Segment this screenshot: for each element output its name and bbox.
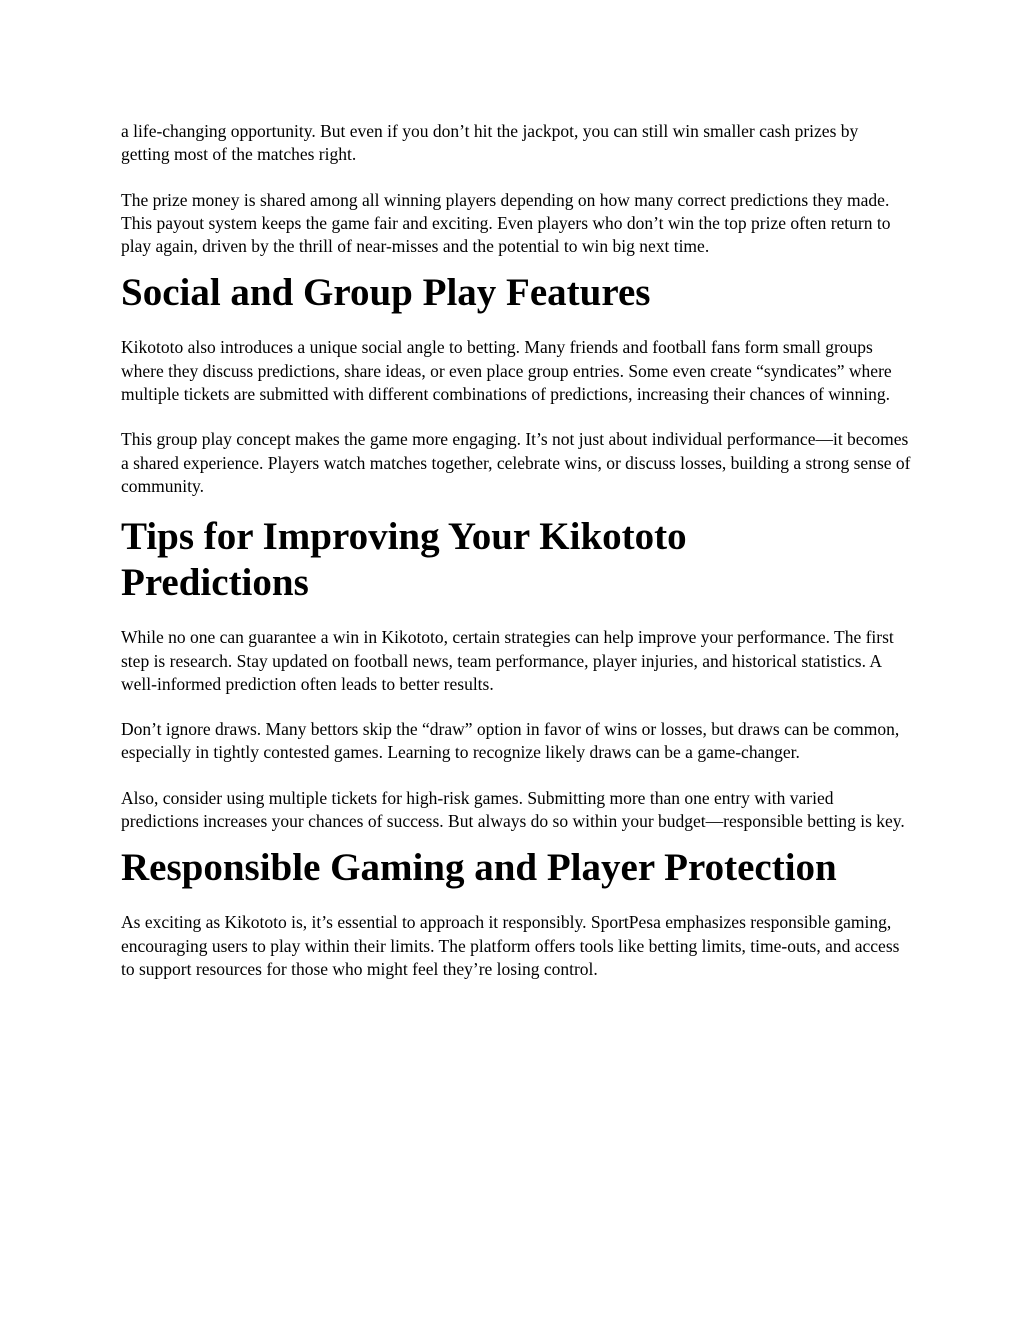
paragraph-social-angle: Kikototo also introduces a unique social angle to betting. Many friends and football fans form small groups where they discuss predictions, share ideas, or even place group entries. Some even create “syndicates” where multiple tickets are submitted with different combinations of predictions, increasing their chances of winning. xyxy=(121,337,892,405)
paragraph-jackpot-opportunity: a life-changing opportunity. But even if you don’t hit the jackpot, you can still win smaller cash prizes by getting most of the matches right. xyxy=(121,121,859,165)
paragraph-research-tip: While no one can guarantee a win in Kikototo, certain strategies can help improve your performance. The first step is research. Stay updated on football news, team performance, player injuries, and historical statistics. A well-informed prediction often leads to better results. xyxy=(121,627,894,694)
document-page xyxy=(121,120,911,1003)
paragraph-draws-tip: Don’t ignore draws. Many bettors skip the “draw” option in favor of wins or losses, but draws can be common, especially in tightly contested games. Learning to recognize likely draws can be a game-changer. xyxy=(121,719,900,763)
paragraph-multiple-tickets-tip: Also, consider using multiple tickets for high-risk games. Submitting more than one entry with varied predictions increases your chances of success. But always do so within your budget—responsible betting is key. xyxy=(121,787,905,832)
paragraph-prize-sharing: The prize money is shared among all winning players depending on how many correct predictions they made. This payout system keeps the game fair and exciting. Even players who don’t win the top prize often return to play again, driven by the thrill of near-misses and the potential to win big next time. xyxy=(121,189,891,257)
paragraph-group-play-concept: This group play concept makes the game more engaging. It’s not just about individual performance—it becomes a shared experience. Players watch matches together, celebrate wins, or discuss losses, building a strong sense of community. xyxy=(121,429,911,496)
heading-social-group-play: Social and Group Play Features xyxy=(121,271,651,315)
heading-tips-predictions: Tips for Improving Your Kikototo Predictions xyxy=(121,515,687,605)
heading-responsible-gaming: Responsible Gaming and Player Protection xyxy=(121,846,837,890)
paragraph-responsible-approach: As exciting as Kikototo is, it’s essential to approach it responsibly. SportPesa emphasizes responsible gaming, encouraging users to play within their limits. The platform offers tools like betting limits, time-outs, and access to support resources for those who might feel they’re losing control. xyxy=(121,912,900,979)
